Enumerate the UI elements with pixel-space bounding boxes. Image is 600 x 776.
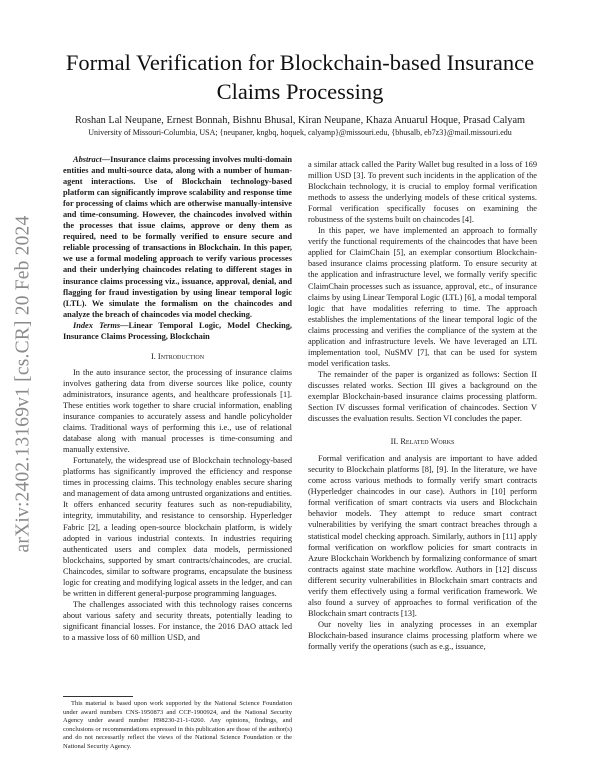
arxiv-stamp [6, 196, 40, 572]
intro-paragraph-6: The remainder of the paper is organized as follows: Section II discusses related works. Section III gives a background on the exemplar Blockchain-based insurance claims processing platform. Section IV discusses formal verification of chaincodes. Section V discusses the evaluation results. Section VI concludes the paper. [308, 369, 537, 424]
footnote-text: This material is based upon work supported by the National Science Foundation under award numbers CNS-1950873 and CCF-1900924, and the National Security Agency under award number H98230-21-1-0260. Any opinions, findings, and conclusions or recommendations expressed in this publication are those of the author(s) and do not necessarily reflect the views of the National Science Foundation or the National Security Agency. [63, 700, 292, 750]
abstract-label: Abstract [73, 155, 102, 164]
related-paragraph-1: Formal verification and analysis are important to have added security to Blockchain platforms [8], [9]. In the literature, we have come across various methods to formally verify smart contracts (Hyperledger chaincodes in our case). Authors in [10] perform formal verification of smart contracts via users and Blockchain behavior models. They attempt to reduce smart contract vulnerabilities by verifying the smart contract breaches through a statistical model checking approach. Similarly, authors in [11] apply formal verification on workflow policies for smart contracts in Azure Blockchain Workbench by formalizing conformance of smart contracts against state machine workflow. Authors in [12] discuss different security vulnerabilities in Blockchain smart contracts and verify them effectively using a formal verification framework. We also found a survey of approaches to formal verification of the Blockchain smart contracts [13]. [308, 454, 537, 618]
affiliation: University of Missouri-Columbia, USA; {neupaner, kngbq, hoquek, calyamp}@missouri.edu, {bhusalb, eb7z3}@mail.missouri.edu [88, 128, 512, 137]
section-title: Introduction [157, 351, 205, 361]
footnote-rule [63, 696, 133, 697]
abstract-text: —Insurance claims processing involves multi-domain entities and multi-source data, along with a number of human-agent interactions. Use of Blockchain technology-based platform can significantly improve scalability and response time for processing of claims which are otherwise manually-intensive and time-consuming. However, the chaincodes involved within the processes that issue claims, approve or deny them as required, need to be formally verified to ensure secure and reliable processing of transactions in Blockchain. In this paper, we use a formal modeling approach to verify various processes and their underlying chaincodes relating to different stages in insurance claims processing viz., issuance, approval, denial, and flagging for fraud investigation by using linear temporal logic (LTL). We simulate the formalism on the chaincodes and analyze the breach of chaincodes via model checking. [63, 155, 292, 319]
section-number: I. [150, 351, 156, 361]
paper-title: Formal Verification for Blockchain-based Insurance Claims Processing [65, 50, 535, 104]
intro-paragraph-3: The challenges associated with this technology raises concerns about various safety and security threats, potentially leading to significant financial losses. For instance, the 2016 DAO attack led to a massive loss of 60 million USD, and [63, 599, 292, 642]
related-paragraph-2: Our novelty lies in analyzing processes in an exemplar Blockchain-based insurance claims processing platform where we formally verify the operations (such as e.g., issuance, [308, 619, 537, 651]
left-column [63, 154, 292, 643]
index-terms-text: —Linear Temporal Logic, Model Checking, Insurance Claims Processing, Blockchain [63, 320, 292, 341]
funding-footnote [63, 696, 292, 751]
index-terms-label: Index Terms [73, 320, 121, 330]
section-heading-introduction [63, 351, 292, 362]
index-terms [63, 320, 292, 342]
section-number: II. [390, 437, 399, 447]
intro-paragraph-4: a similar attack called the Parity Wallet bug resulted in a loss of 169 million USD [3]. To prevent such incidents in the application of the Blockchain technology, it is crucial to employ formal verification methods to assess the underlying models of these critical systems. Formal verification specifically focuses on examining the robustness of the systems built on chaincodes [4]. [308, 160, 537, 225]
section-heading-related-works [308, 436, 537, 447]
intro-paragraph-5: In this paper, we have implemented an approach to formally verify the functional requirements of the chaincodes that have been applied for ClaimChain [5], an exemplar consortium Blockchain-based insurance claims processing platform. To ensure security at the application and infrastructure level, we formally verify specific ClaimChain processes such as issuance, approval, etc., of insurance claims by using Linear Temporal Logic (LTL) [6], a modal temporal logic that have modalities referring to time. The approach establishes the implementations of the linear temporal logic of the claims processing and verifies the compliance of the system at the application and infrastructure levels. We have leveraged an LTL implementation tool, NuSMV [7], that can be used for system model verification tasks. [308, 226, 537, 368]
arxiv-id: arXiv:2402.13169v1 [cs.CR] 20 Feb 2024 [12, 215, 34, 553]
abstract [63, 154, 292, 320]
right-column [308, 159, 537, 652]
author-list: Roshan Lal Neupane, Ernest Bonnah, Bishnu Bhusal, Kiran Neupane, Khaza Anuarul Hoque, Prasad Calyam [74, 115, 526, 126]
section-title: Related Works [400, 437, 455, 447]
intro-paragraph-2: Fortunately, the widespread use of Blockchain technology-based platforms has significantly improved the efficiency and response times in processing claims. This technology enables secure sharing and management of data among untrusted organizations and entities. It offers enhanced security features such as non-repudiability, integrity, immutability, and resistance to censorship. Hyperledger Fabric [2], a leading open-source blockchain platform, is widely adopted in various industrial contexts. In industries requiring authenticated users and complex data models, permissioned blockchains, supported by smart contracts/chaincodes, are crucial. Chaincodes, similar to software programs, encapsulate the business logic for creating and modifying logical assets in the ledger, and can be written in different general-purpose programming languages. [63, 456, 293, 598]
intro-paragraph-1: In the auto insurance sector, the processing of insurance claims involves gathering data from diverse sources like police, county administrators, insurance agents, and healthcare professionals [1]. These entities work together to share crucial information, enabling insurance companies to accurately assess and handle policyholder claims. Traditional ways of performing this i.e., use of relational database along with manual processes is time-consuming and manually extensive. [63, 367, 292, 455]
